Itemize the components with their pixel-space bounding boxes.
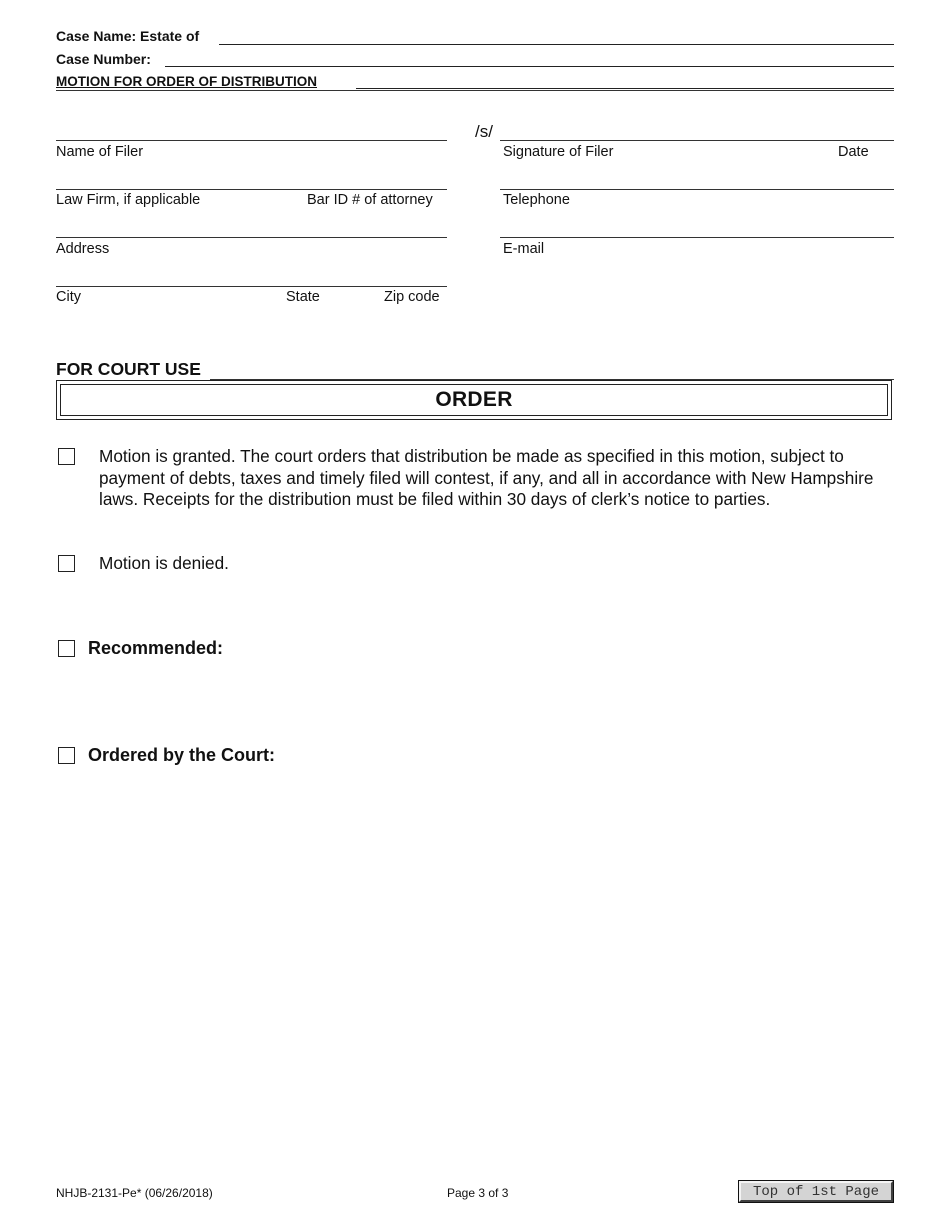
bar-id-label: Bar ID # of attorney xyxy=(307,192,433,208)
recommended-checkbox[interactable] xyxy=(58,640,75,657)
email-label: E-mail xyxy=(503,241,545,257)
order-title: ORDER xyxy=(435,388,513,411)
ordered-by-court-checkbox[interactable] xyxy=(58,747,75,764)
signature-field[interactable] xyxy=(500,140,894,141)
order-box xyxy=(56,380,892,420)
motion-denied-text: Motion is denied. xyxy=(99,553,229,573)
signature-of-filer-label: Signature of Filer xyxy=(503,144,614,160)
law-firm-field[interactable] xyxy=(56,189,447,190)
name-of-filer-label: Name of Filer xyxy=(56,144,144,160)
page-number: Page 3 of 3 xyxy=(447,1186,509,1200)
case-number-field[interactable] xyxy=(165,66,894,67)
telephone-field[interactable] xyxy=(500,189,894,190)
motion-granted-checkbox[interactable] xyxy=(58,448,75,465)
name-of-filer-field[interactable] xyxy=(56,140,447,141)
top-of-first-page-button[interactable]: Top of 1st Page xyxy=(739,1181,893,1202)
city-state-zip-field[interactable] xyxy=(56,286,447,287)
law-firm-label: Law Firm, if applicable xyxy=(56,192,201,208)
form-id: NHJB-2131-Pe* (06/26/2018) xyxy=(56,1186,213,1200)
motion-granted-text: Motion is granted. The court orders that distribution be made as specified in this motion, subject to payment of debts, taxes and timely filed will contest, if any, and all in accordance with New Hampshire laws. Receipts for the distribution must be filed within 30 days of clerk’s notice to parties. xyxy=(99,446,874,509)
case-name-label: Case Name: Estate of xyxy=(56,28,200,44)
ordered-by-court-label: Ordered by the Court: xyxy=(88,745,276,765)
telephone-label: Telephone xyxy=(503,192,570,208)
motion-denied-checkbox[interactable] xyxy=(58,555,75,572)
case-number-label: Case Number: xyxy=(56,51,151,67)
case-name-field[interactable] xyxy=(219,44,894,45)
state-label: State xyxy=(286,289,320,305)
address-label: Address xyxy=(56,241,110,257)
email-field[interactable] xyxy=(500,237,894,238)
order-box-inner xyxy=(60,384,888,416)
zip-code-label: Zip code xyxy=(384,289,440,305)
date-label: Date xyxy=(838,144,869,160)
recommended-label: Recommended: xyxy=(88,638,224,658)
address-field[interactable] xyxy=(56,237,447,238)
for-court-use-heading: FOR COURT USE xyxy=(56,359,201,379)
motion-title-line xyxy=(356,88,894,89)
motion-title: MOTION FOR ORDER OF DISTRIBUTION xyxy=(56,74,317,89)
city-label: City xyxy=(56,289,81,305)
header-divider xyxy=(56,90,894,91)
signature-prefix: /s/ xyxy=(475,122,493,141)
